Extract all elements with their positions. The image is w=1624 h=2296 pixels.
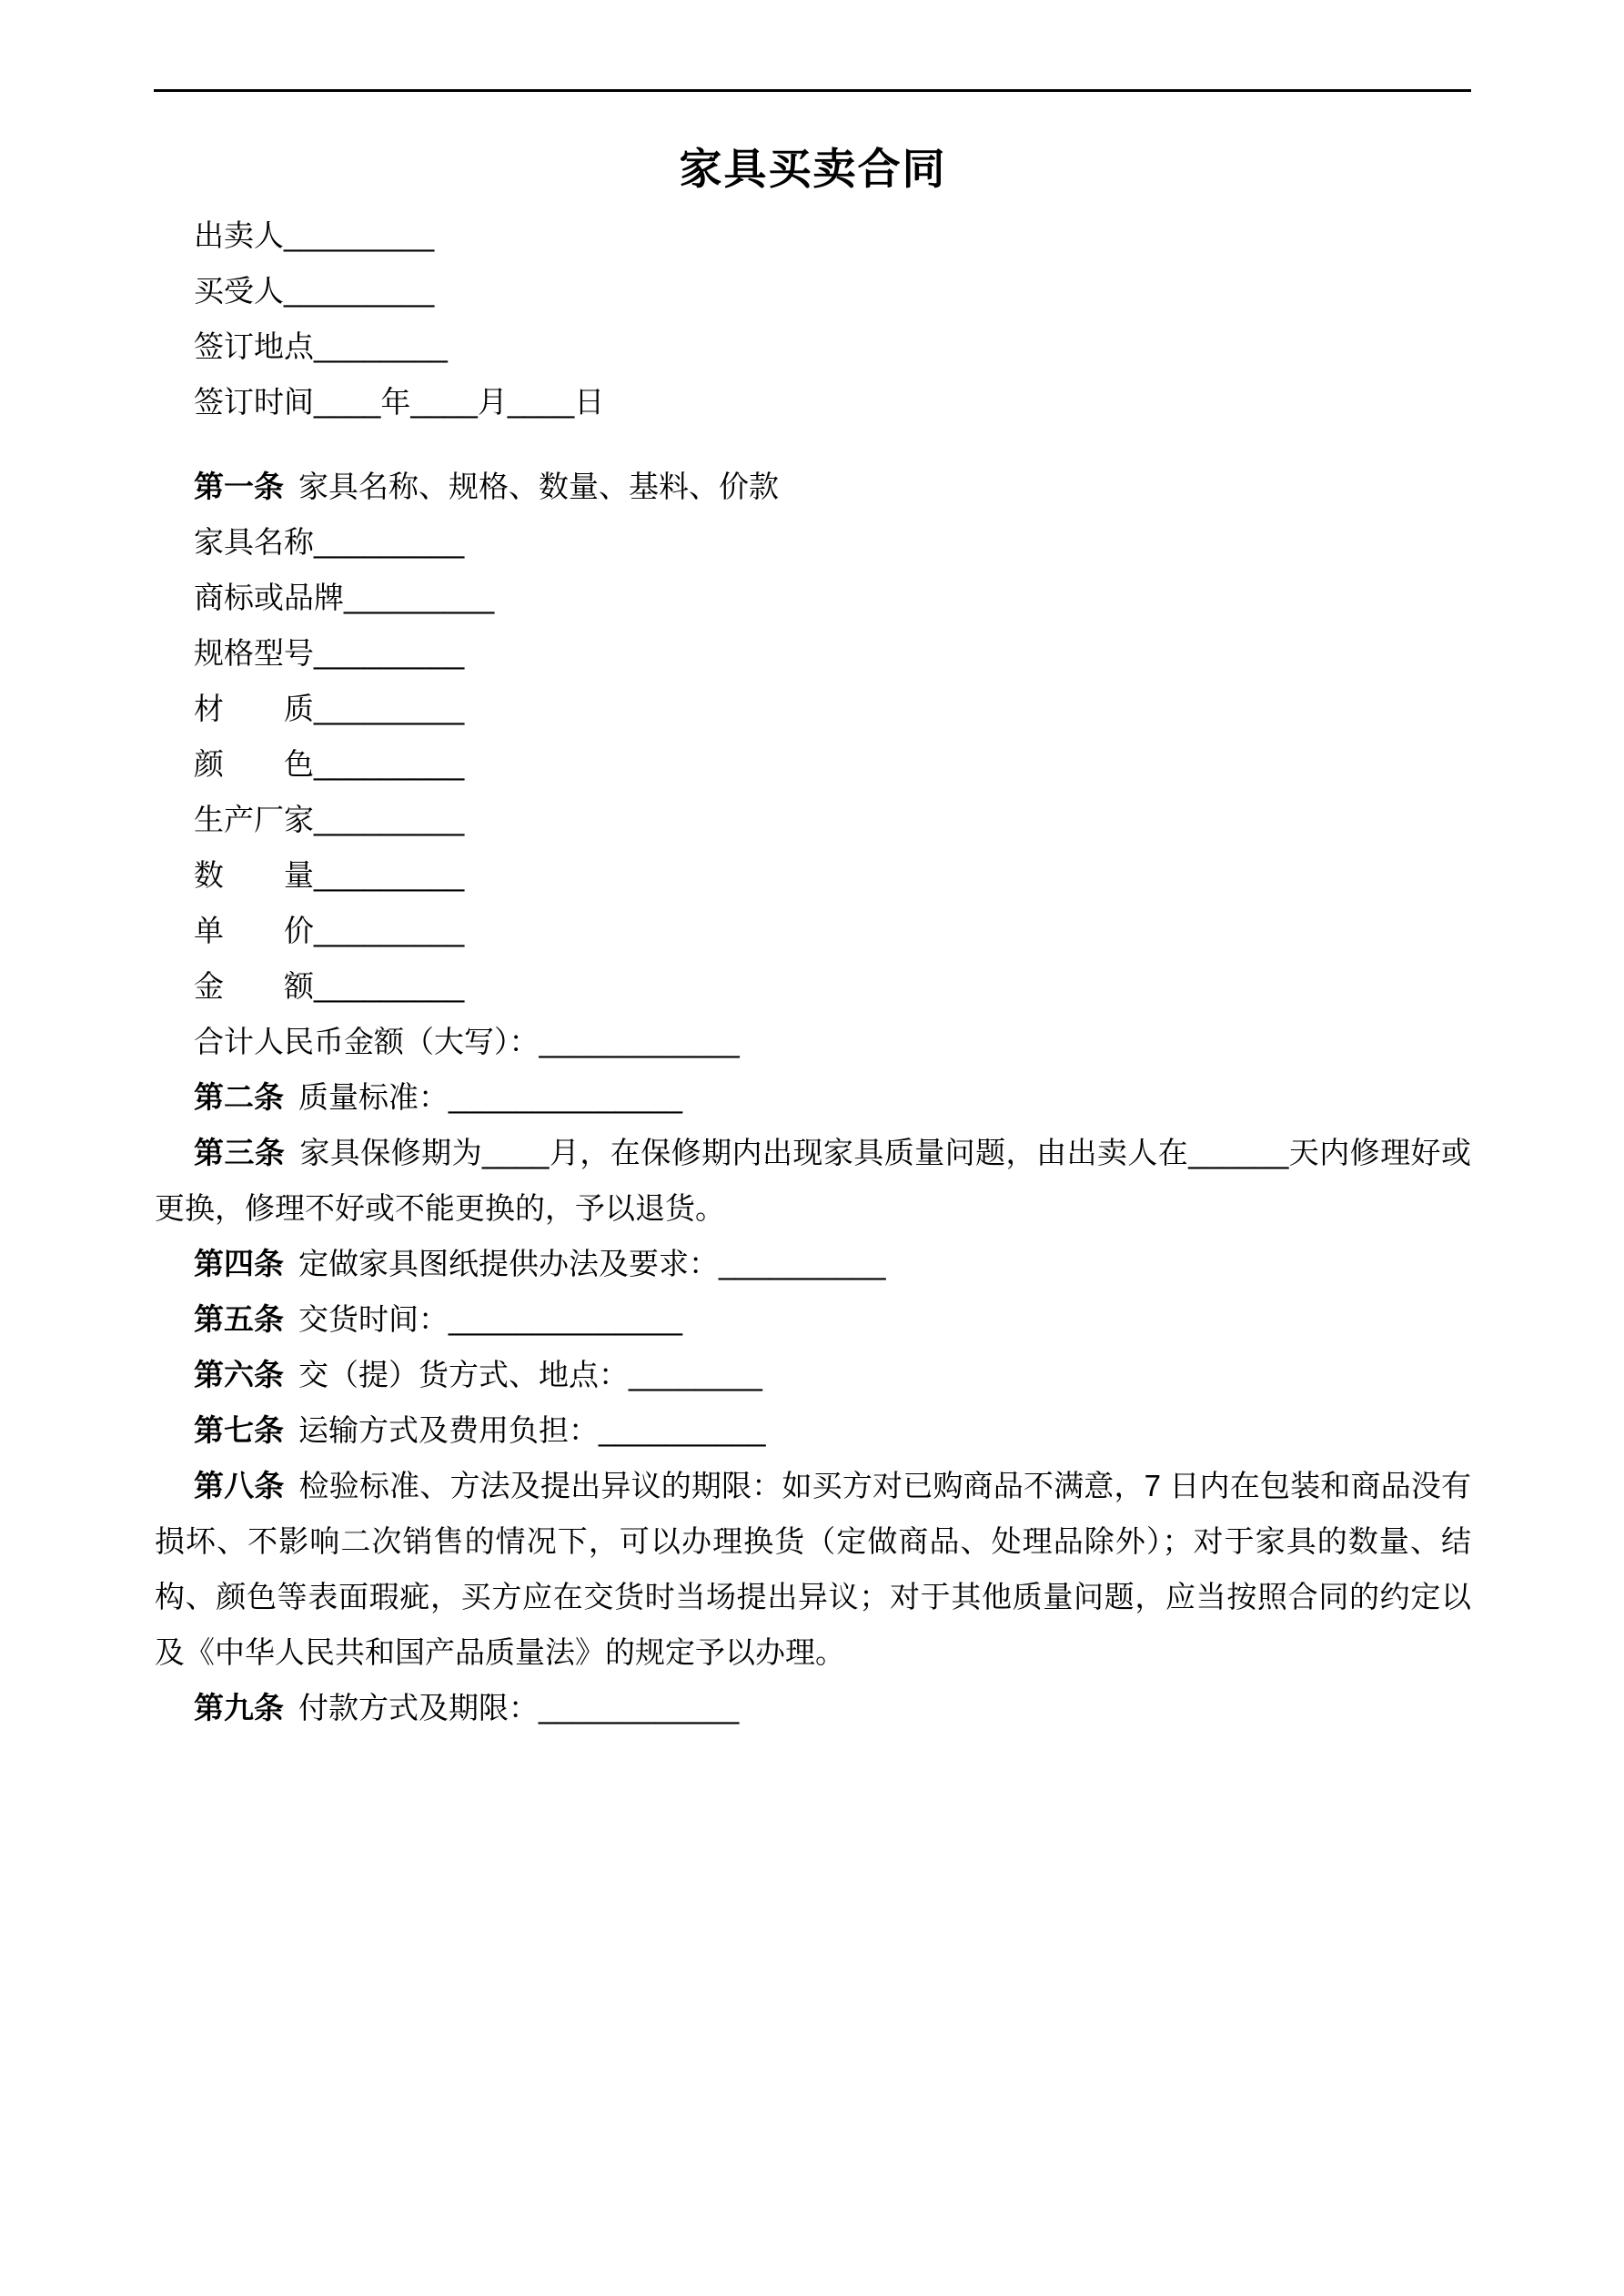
field-material: [155, 681, 1471, 736]
article-4: [155, 1236, 1471, 1291]
line-buyer: [155, 263, 1471, 319]
field-color: [155, 736, 1471, 792]
field-brand: [155, 570, 1471, 625]
line-text: 家具保修期为____月，在保修期内出现家具质量问题，由出卖人在______天内修理好或更换，修理不好或不能更换的，予以退货。: [155, 1136, 1472, 1225]
line-text: 规格型号_________: [194, 636, 465, 670]
article-5: [155, 1291, 1471, 1347]
document-content: [155, 116, 1471, 1735]
article-3: [155, 1125, 1471, 1236]
field-model: [155, 625, 1471, 681]
line-text: 材 质_________: [194, 692, 465, 725]
field-furniture-name: [155, 514, 1471, 570]
article-label: 第六条: [194, 1358, 284, 1391]
line-text: 数 量_________: [194, 858, 465, 892]
header-rule: [154, 89, 1471, 92]
field-unit-price: [155, 903, 1471, 958]
article-label: 第三条: [194, 1136, 286, 1169]
article-1-heading: [155, 459, 1471, 514]
line-text: 质量标准：______________: [298, 1080, 682, 1114]
article-label: 第四条: [194, 1247, 284, 1280]
article-6: [155, 1347, 1471, 1402]
document-body: [155, 207, 1471, 1735]
field-quantity: [155, 847, 1471, 903]
article-label: 第五条: [194, 1302, 284, 1336]
line-text: 定做家具图纸提供办法及要求：__________: [298, 1247, 886, 1280]
line-seller: [155, 207, 1471, 263]
article-9: [155, 1680, 1471, 1735]
line-text: 生产厂家_________: [194, 803, 465, 836]
field-amount: [155, 958, 1471, 1014]
line-text: 签订地点________: [194, 329, 448, 363]
line-text: 金 额_________: [194, 969, 465, 1003]
article-label: 第七条: [194, 1413, 284, 1447]
line-text: 交（提）货方式、地点：________: [298, 1358, 762, 1391]
line-text: 检验标准、方法及提出异议的期限：如买方对已购商品不满意，7 日内在包装和商品没有损坏、不影响二次销售的情况下，可以办理换货（定做商品、处理品除外）；对于家具的数量、结构、颜色等表面瑕疵，买方应在交货时当场提出异议；对于其他质量问题，应当按照合同的约定以及《中华人民共和国产品质量法》的规定予以办理。: [155, 1469, 1471, 1669]
article-label: 第九条: [194, 1691, 284, 1725]
line-text: 签订时间____年____月____日: [194, 385, 605, 419]
article-7: [155, 1402, 1471, 1458]
line-text: 颜 色_________: [194, 747, 465, 781]
line-text: 合计人民币金额（大写）：____________: [194, 1025, 740, 1058]
article-label: 第一条: [194, 470, 284, 503]
line-text: 家具名称_________: [194, 525, 465, 559]
line-text: 单 价_________: [194, 914, 465, 947]
line-text: 出卖人_________: [194, 218, 435, 252]
article-label: 第二条: [194, 1080, 284, 1114]
line-text: 家具名称、规格、数量、基料、价款: [298, 470, 779, 503]
line-text: 运输方式及费用负担：__________: [298, 1413, 766, 1447]
line-text: 付款方式及期限：____________: [298, 1691, 740, 1725]
line-text: 买受人_________: [194, 274, 435, 308]
field-manufacturer: [155, 792, 1471, 847]
line-text: 交货时间：______________: [298, 1302, 682, 1336]
page-title: 家具买卖合同: [679, 145, 947, 193]
line-total-amount: [155, 1014, 1471, 1069]
line-text: 商标或品牌_________: [194, 581, 495, 614]
article-2: [155, 1069, 1471, 1125]
line-signing-place: [155, 319, 1471, 374]
line-signing-date: [155, 374, 1471, 430]
article-8: [155, 1458, 1471, 1680]
article-label: 第八条: [194, 1469, 285, 1502]
